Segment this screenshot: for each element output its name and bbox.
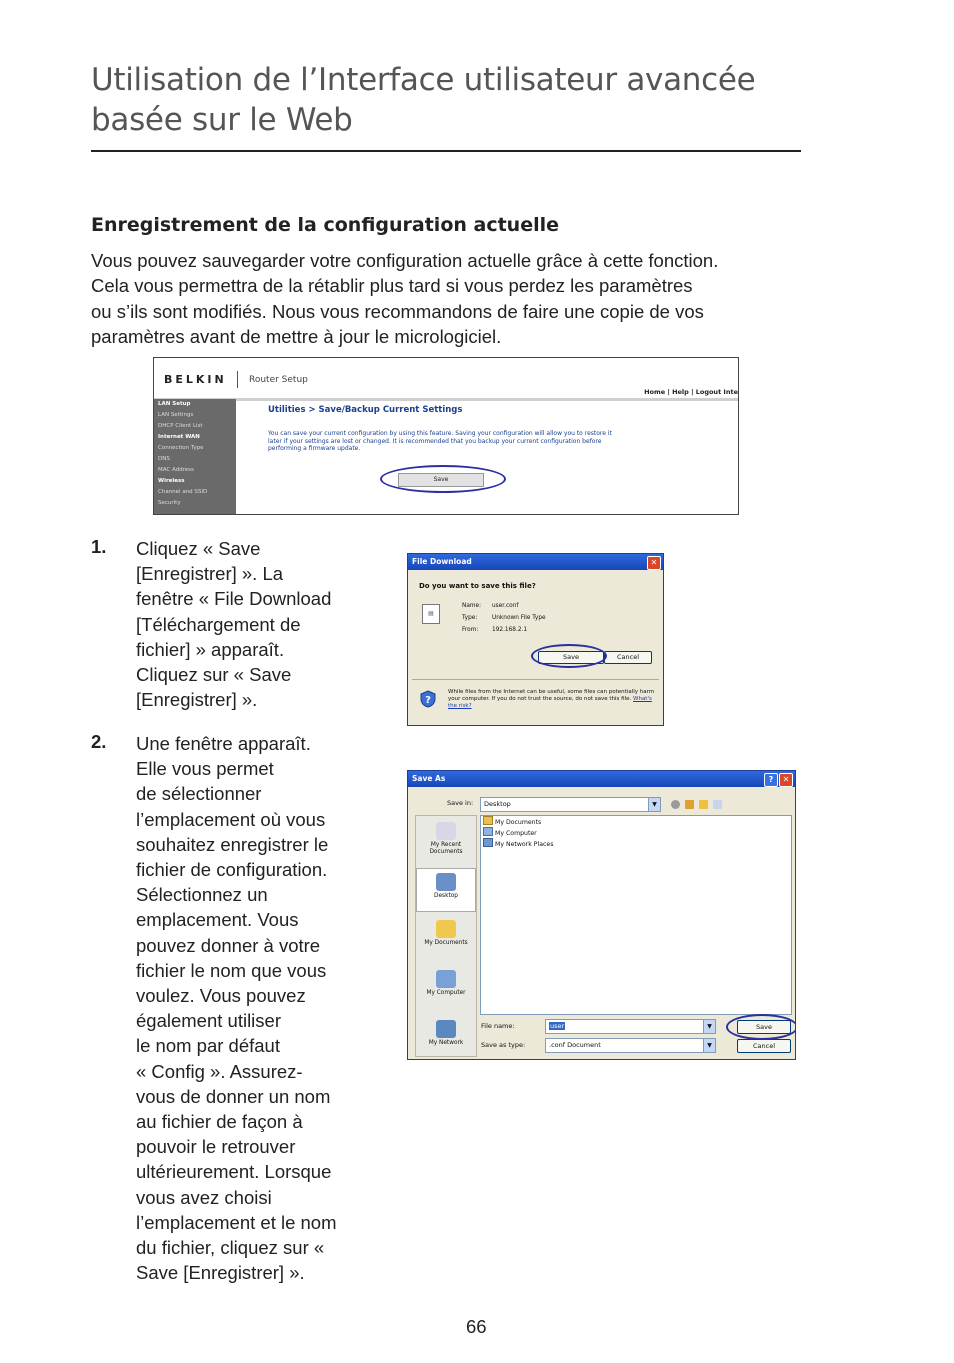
intro-line: Vous pouvez sauvegarder votre configuration actuelle grâce à cette fonction. <box>91 250 719 271</box>
my-network-icon <box>436 1020 456 1038</box>
belkin-logo: BELKIN <box>164 373 227 386</box>
my-documents-icon <box>436 920 456 938</box>
file-from-key: From: <box>462 627 479 633</box>
place-label: Desktop <box>434 893 458 899</box>
save-as-dialog <box>407 770 796 1060</box>
sidebar-item-mac-address[interactable]: MAC Address <box>158 467 194 473</box>
folder-icon <box>483 816 493 825</box>
file-download-titlebar: File Download <box>408 554 663 570</box>
sidebar-item-dns[interactable]: DNS <box>158 456 170 462</box>
header-separator <box>237 371 238 388</box>
warning-text: While files from the Internet can be useful, some files can potentially harm your computer. If you do not trust the source, do not save this file. <box>448 689 655 702</box>
sidebar-item-security[interactable]: Security <box>158 500 181 506</box>
save-in-select[interactable] <box>480 797 661 812</box>
page-title-line-1: Utilisation de l’Interface utilisateur avancée <box>91 62 756 98</box>
list-item[interactable] <box>481 827 791 838</box>
router-breadcrumb: Utilities > Save/Backup Current Settings <box>268 405 463 415</box>
sidebar-item-wireless[interactable]: Wireless <box>158 478 185 484</box>
list-item[interactable] <box>481 816 791 827</box>
step-line: Sélectionnez un <box>136 884 268 906</box>
chevron-down-icon[interactable]: ▼ <box>648 798 660 811</box>
computer-icon <box>483 827 493 836</box>
title-divider <box>91 150 801 152</box>
place-label: My Recent Documents <box>429 842 463 855</box>
file-list <box>480 815 792 1015</box>
save-button[interactable]: Save <box>538 651 604 664</box>
file-from-row <box>462 627 527 633</box>
highlight-ring <box>726 1014 796 1040</box>
chevron-down-icon[interactable]: ▼ <box>703 1039 715 1052</box>
new-folder-icon[interactable] <box>699 800 708 809</box>
list-item[interactable] <box>481 838 791 849</box>
step-line: emplacement. Vous <box>136 909 299 931</box>
router-description: You can save your current configuration by using this feature. Saving your configuration will allow you to restore it later if your settings are lost or changed. It is recommended that you backup your current configuration before performing a firmware update. <box>268 430 612 452</box>
step-line: pouvez donner à votre <box>136 934 321 956</box>
recent-documents-icon <box>436 822 456 840</box>
step-1-text <box>136 536 386 712</box>
list-item-label: My Computer <box>495 830 537 837</box>
intro-line: Cela vous permettra de la rétablir plus tard si vous perdez les paramètres <box>91 275 693 297</box>
router-sidebar <box>154 399 236 514</box>
chevron-down-icon[interactable]: ▼ <box>703 1020 715 1033</box>
sidebar-item-connection-type[interactable]: Connection Type <box>158 445 204 451</box>
place-my-computer[interactable] <box>416 970 476 997</box>
router-save-button[interactable]: Save <box>398 473 484 487</box>
sidebar-item-internet-wan[interactable]: Internet WAN <box>158 434 200 440</box>
step-line: du fichier, cliquez sur « <box>136 1237 325 1259</box>
view-menu-icon[interactable] <box>713 800 722 809</box>
step-line: ultérieurement. Lorsque <box>136 1161 332 1183</box>
file-name-row <box>462 603 518 609</box>
save-type-select[interactable] <box>545 1038 716 1053</box>
intro-paragraph <box>91 248 881 349</box>
step-line: Une fenêtre apparaît. <box>136 733 311 754</box>
highlight-ring <box>531 644 607 668</box>
save-in-value: Desktop <box>484 800 511 808</box>
file-name-key: Name: <box>462 603 482 609</box>
step-line: [Enregistrer] ». <box>136 689 258 711</box>
file-name-input[interactable] <box>545 1019 716 1034</box>
place-my-documents[interactable] <box>416 920 476 947</box>
file-name-value: user.conf <box>492 603 519 609</box>
step-line: le nom par défaut <box>136 1035 280 1057</box>
step-line: [Enregistrer] ». La <box>136 563 284 585</box>
step-number: 1. <box>91 536 107 557</box>
risk-link[interactable]: What's the risk? <box>448 696 652 709</box>
step-line: pouvoir le retrouver <box>136 1136 296 1158</box>
shield-icon <box>420 690 436 708</box>
close-icon[interactable]: ✕ <box>779 773 793 787</box>
step-line: [Téléchargement de <box>136 613 301 635</box>
step-line: voulez. Vous pouvez <box>136 985 306 1007</box>
step-line: de sélectionner <box>136 783 262 805</box>
place-label: My Network <box>428 1040 464 1046</box>
step-line: l’emplacement et le nom <box>136 1211 337 1233</box>
step-2-text <box>136 731 386 1285</box>
file-from-value: 192.168.2.1 <box>492 627 528 633</box>
step-line: Save [Enregistrer] ». <box>136 1262 305 1284</box>
help-icon[interactable]: ? <box>764 773 778 787</box>
file-name-value: user <box>550 1022 565 1030</box>
file-download-dialog <box>407 553 664 726</box>
step-line: Cliquez sur « Save <box>136 664 292 686</box>
up-folder-icon[interactable] <box>685 800 694 809</box>
page-number: 66 <box>466 1316 487 1337</box>
step-line: fichier le nom que vous <box>136 959 327 981</box>
step-line: fichier de configuration. <box>136 859 328 881</box>
sidebar-item-channel-ssid[interactable]: Channel and SSID <box>158 489 208 495</box>
step-line: fichier] » apparaît. <box>136 638 285 660</box>
step-line: souhaitez enregistrer le <box>136 833 329 855</box>
step-line: au fichier de façon à <box>136 1111 303 1133</box>
sidebar-item-lan-settings[interactable]: LAN Settings <box>158 412 194 418</box>
step-number: 2. <box>91 731 107 752</box>
list-item-label: My Documents <box>495 819 542 826</box>
place-label: My Computer <box>426 990 466 996</box>
step-line: « Config ». Assurez- <box>136 1060 303 1082</box>
step-line: fenêtre « File Download <box>136 588 332 610</box>
place-my-network[interactable] <box>416 1020 476 1047</box>
file-type-key: Type: <box>462 615 478 621</box>
save-as-titlebar: Save As <box>408 771 795 787</box>
step-line: vous avez choisi <box>136 1186 272 1208</box>
close-icon[interactable]: ✕ <box>647 556 661 570</box>
desktop-icon <box>436 873 456 891</box>
network-icon <box>483 838 493 847</box>
step-line: Cliquez « Save <box>136 538 261 559</box>
cancel-button[interactable]: Cancel <box>737 1039 791 1053</box>
file-type-row <box>462 615 546 621</box>
cancel-button[interactable]: Cancel <box>604 651 652 664</box>
step-line: également utiliser <box>136 1010 281 1032</box>
router-top-links[interactable]: Home | Help | Logout Inte <box>644 388 738 396</box>
sidebar-item-dhcp-client-list[interactable]: DHCP Client List <box>158 423 203 429</box>
intro-line: ou s’ils sont modifiés. Nous vous recommandons de faire une copie de vos <box>91 300 704 322</box>
list-item-label: My Network Places <box>495 841 554 848</box>
place-recent-documents[interactable] <box>416 822 476 856</box>
step-line: l’emplacement où vous <box>136 808 326 830</box>
file-icon: ▤ <box>422 604 440 624</box>
place-label: My Documents <box>424 940 468 946</box>
sidebar-item-lan-setup[interactable]: LAN Setup <box>158 401 191 407</box>
router-setup-title: Router Setup <box>249 375 308 385</box>
place-desktop[interactable] <box>416 868 476 912</box>
dialog-divider <box>412 679 659 680</box>
security-warning <box>448 689 660 710</box>
my-computer-icon <box>436 970 456 988</box>
section-heading: Enregistrement de la configuration actuelle <box>91 214 560 236</box>
file-name-label: File name: <box>481 1022 515 1030</box>
step-line: vous de donner un nom <box>136 1085 331 1107</box>
file-type-value: Unknown File Type <box>492 615 546 621</box>
save-in-label: Save in: <box>447 799 474 807</box>
router-setup-screenshot <box>153 357 739 515</box>
back-icon[interactable] <box>671 800 680 809</box>
router-header <box>154 358 738 401</box>
page-title <box>91 60 851 140</box>
svg-text:?: ? <box>425 695 431 706</box>
places-bar <box>415 815 477 1057</box>
step-line: Elle vous permet <box>136 758 274 780</box>
save-button[interactable]: Save <box>737 1020 791 1034</box>
highlight-ring <box>380 465 506 493</box>
page-title-line-2: basée sur le Web <box>91 102 353 138</box>
intro-line: paramètres avant de mettre à jour le micrologiciel. <box>91 325 502 347</box>
save-type-value: .conf Document <box>549 1041 601 1049</box>
download-question: Do you want to save this file? <box>419 582 536 590</box>
save-type-label: Save as type: <box>481 1041 526 1049</box>
